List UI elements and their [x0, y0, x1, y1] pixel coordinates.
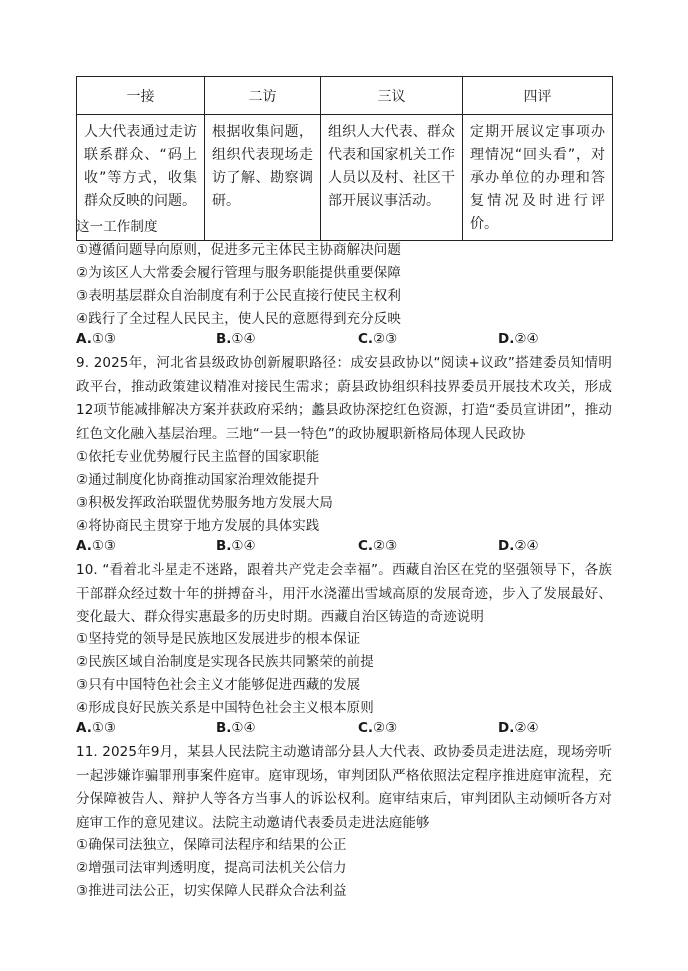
- q9-item-4: ④将协商民主贯穿于地方发展的具体实践: [76, 518, 320, 534]
- q9-item-3: ③积极发挥政治联盟优势服务地方发展大局: [76, 495, 334, 511]
- q8-options: [76, 331, 612, 351]
- q10-item-3: ③只有中国特色社会主义才能够促进西藏的发展: [76, 677, 361, 693]
- q11-item-2: ②增强司法审判透明度，提高司法机关公信力: [76, 860, 347, 876]
- q8-stem-tail: 这一工作制度: [76, 219, 158, 235]
- q9-item-1: ①依托专业优势履行民主监督的国家职能: [76, 449, 320, 465]
- table-header-cell: 二访: [205, 77, 321, 115]
- option-b[interactable]: B.①④: [216, 331, 256, 347]
- table-header-cell: 三议: [321, 77, 463, 115]
- q11-item-3: ③推进司法公正，切实保障人民群众合法利益: [76, 883, 347, 899]
- q8-item-4: ④践行了全过程人民民主，使人民的意愿得到充分反映: [76, 311, 402, 327]
- option-a[interactable]: A.①③: [76, 720, 117, 736]
- table-cell: 组织人大代表、群众代表和国家机关工作人员以及村、社区干部开展议事活动。: [321, 115, 463, 241]
- q10-item-4: ④形成良好民族关系是中国特色社会主义根本原则: [76, 700, 374, 716]
- option-b[interactable]: B.①④: [216, 720, 256, 736]
- q9-stem: 9. 2025年，河北省县级政协创新履职路径：成安县政协以“阅读+议政”搭建委员知情明政平台，推动政策建议精准对接民生需求；蔚县政协组织科技界委员开展技术攻关，形成12项节能减排解决方案并获政府采纳；蠡县政协深挖红色资源，打造“委员宣讲团”，推动红色文化融入基层治理。三地“一县一特色”的政协履职新格局体现人民政协: [76, 355, 612, 442]
- option-c[interactable]: C.②③: [358, 331, 398, 347]
- table-header-cell: 一接: [77, 77, 205, 115]
- option-d[interactable]: D.②④: [498, 331, 539, 347]
- process-table: [76, 76, 613, 241]
- q9-options: [76, 538, 612, 558]
- option-c[interactable]: C.②③: [358, 720, 398, 736]
- q10-stem: 10. “看着北斗星走不迷路，跟着共产党走会幸福”。西藏自治区在党的坚强领导下，各族干部群众经过数十年的拼搏奋斗，用汗水浇灌出雪域高原的发展奇迹，步入了发展最好、变化最大、群众得实惠最多的历史时期。西藏自治区铸造的奇迹说明: [76, 562, 612, 625]
- q8-item-2: ②为该区人大常委会履行管理与服务职能提供重要保障: [76, 265, 402, 281]
- q10-item-2: ②民族区域自治制度是实现各民族共同繁荣的前提: [76, 654, 374, 670]
- table-cell: 人大代表通过走访联系群众、“码上收”等方式，收集群众反映的问题。: [77, 115, 205, 241]
- q11-stem: 11. 2025年9月，某县人民法院主动邀请部分县人大代表、政协委员走进法庭，现场旁听一起涉嫌诈骗罪刑事案件庭审。庭审现场，审判团队严格依照法定程序推进庭审流程，充分保障被告人、辩护人等各方当事人的诉讼权利。庭审结束后，审判团队主动倾听各方对庭审工作的意见建议。法院主动邀请代表委员走进法庭能够: [76, 744, 612, 831]
- option-d[interactable]: D.②④: [498, 538, 539, 554]
- q8-item-3: ③表明基层群众自治制度有利于公民直接行使民主权利: [76, 288, 402, 304]
- q9-item-2: ②通过制度化协商推动国家治理效能提升: [76, 472, 320, 488]
- option-c[interactable]: C.②③: [358, 538, 398, 554]
- table-header-cell: 四评: [463, 77, 613, 115]
- option-d[interactable]: D.②④: [498, 720, 539, 736]
- option-b[interactable]: B.①④: [216, 538, 256, 554]
- option-a[interactable]: A.①③: [76, 331, 117, 347]
- q8-item-1: ①遵循问题导向原则，促进多元主体民主协商解决问题: [76, 242, 402, 258]
- q10-item-1: ①坚持党的领导是民族地区发展进步的根本保证: [76, 631, 361, 647]
- table-cell: 根据收集问题，组织代表现场走访了解、勘察调研。: [205, 115, 321, 241]
- table-header-row: [77, 77, 613, 115]
- option-a[interactable]: A.①③: [76, 538, 117, 554]
- q11-item-1: ①确保司法独立，保障司法程序和结果的公正: [76, 837, 347, 853]
- q10-options: [76, 720, 612, 740]
- table-cell: 定期开展议定事项办理情况“回头看”，对承办单位的办理和答复情况及时进行评价。: [463, 115, 613, 241]
